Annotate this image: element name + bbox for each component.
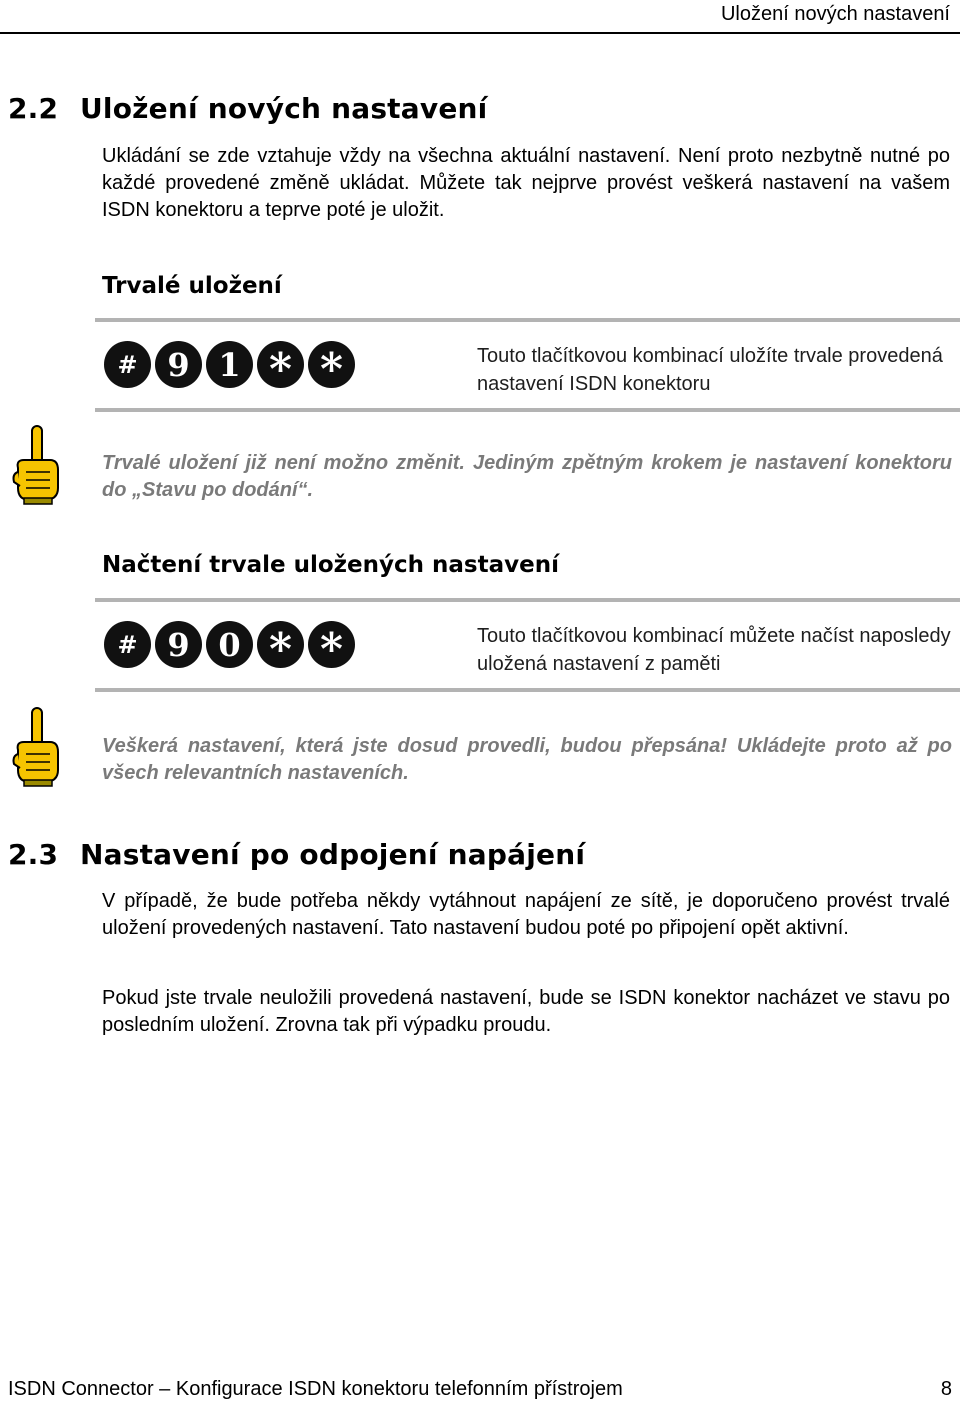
pointing-hand-icon [10, 424, 62, 506]
load-settings-keybox [95, 598, 960, 692]
pointing-hand-icon [10, 706, 62, 788]
load-settings-heading: Načtení trvale uložených nastavení [102, 552, 559, 578]
permanent-save-warning: Trvalé uložení již není možno změnit. Jediným zpětným krokem je nastavení konektoru do „Stavu po dodání“. [102, 452, 952, 501]
footer-text: ISDN Connector – Konfigurace ISDN konektoru telefonním přístrojem [8, 1378, 623, 1400]
star-key-icon: * [257, 341, 304, 388]
section-2-2-heading [8, 92, 487, 125]
key-combination [104, 621, 355, 675]
hash-key-icon: # [104, 341, 151, 388]
key-combination [104, 341, 355, 395]
page-number: 8 [940, 1378, 952, 1400]
star-key-icon: * [257, 621, 304, 668]
section-title: Nastavení po odpojení napájení [80, 838, 586, 871]
section-2-3-heading [8, 838, 585, 871]
permanent-save-heading: Trvalé uložení [102, 273, 282, 299]
permanent-save-description: Touto tlačítkovou kombinací uložíte trvale provedená nastavení ISDN konektoru [477, 345, 943, 395]
intro-paragraph: Ukládání se zde vztahuje vždy na všechna aktuální nastavení. Není proto nezbytně nutné po každé provedené změně ukládat. Můžete tak nejprve provést veškerá nastavení na vašem ISDN konektoru a teprve poté je uložit. [102, 145, 950, 221]
running-header-title: Uložení nových nastavení [720, 3, 950, 25]
digit-key-icon: 9 [155, 621, 202, 668]
digit-key-icon: 0 [206, 621, 253, 668]
load-settings-description: Touto tlačítkovou kombinací můžete načíst naposledy uložená nastavení z paměti [477, 625, 951, 675]
section-title: Uložení nových nastavení [80, 92, 488, 125]
load-settings-warning: Veškerá nastavení, která jste dosud provedli, budou přepsána! Ukládejte proto až po všech relevantních nastaveních. [102, 735, 952, 784]
star-key-icon: * [308, 341, 355, 388]
section-number: 2.3 [8, 838, 59, 871]
section-number: 2.2 [8, 92, 59, 125]
power-paragraph-1: V případě, že bude potřeba někdy vytáhnout napájení ze sítě, je doporučeno provést trvalé uložení provedených nastavení. Tato nastavení budou poté po připojení opět aktivní. [102, 890, 950, 939]
star-key-icon: * [308, 621, 355, 668]
power-paragraph-2: Pokud jste trvale neuložili provedená nastavení, bude se ISDN konektor nacházet ve stavu po posledním uložení. Zrovna tak při výpadku proudu. [102, 987, 950, 1036]
page-footer [8, 1378, 952, 1401]
digit-key-icon: 9 [155, 341, 202, 388]
permanent-save-keybox [95, 318, 960, 412]
running-header [0, 0, 960, 34]
digit-key-icon: 1 [206, 341, 253, 388]
hash-key-icon: # [104, 621, 151, 668]
